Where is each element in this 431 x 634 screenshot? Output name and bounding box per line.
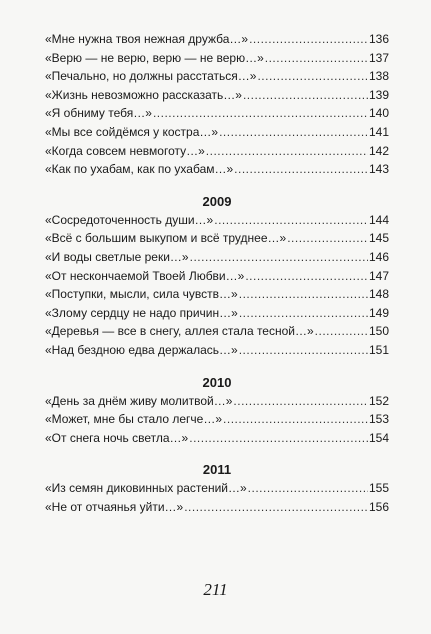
entry-title: «Деревья — все в снегу, аллея стала тесной…»	[45, 324, 314, 339]
entry-title: «Верю — не верю, верю — не верю…»	[45, 50, 264, 65]
toc-entry	[45, 429, 389, 448]
entry-page-number: 139	[368, 87, 389, 102]
entry-page-number: 156	[368, 499, 389, 514]
toc-entry	[45, 248, 389, 267]
dot-leader	[153, 104, 368, 123]
dot-leader	[257, 67, 368, 86]
entry-title: «Всё с большим выкупом и всё труднее…»	[45, 231, 287, 246]
entry-title: «Из семян диковинных растений…»	[45, 481, 247, 496]
year-heading: 2011	[202, 462, 232, 478]
entry-title: «От снега ночь светла…»	[45, 430, 189, 445]
dot-leader	[239, 341, 368, 360]
section-spacer	[45, 179, 389, 193]
dot-leader	[233, 392, 368, 411]
entry-title: «Как по ухабам, как по ухабам…»	[45, 162, 234, 177]
dot-leader	[184, 498, 368, 517]
entry-page-number: 151	[368, 342, 389, 357]
toc-entry	[45, 49, 389, 68]
entry-title: «Мне нужна твоя нежная дружба…»	[45, 32, 249, 46]
entry-page-number: 144	[368, 212, 389, 227]
entry-title: «Сосредоточенность души…»	[45, 212, 214, 227]
toc-section	[45, 374, 389, 448]
dot-leader	[234, 160, 368, 179]
entry-page-number: 136	[368, 32, 389, 46]
toc-entry	[45, 30, 389, 49]
dot-leader	[243, 86, 368, 105]
dot-leader	[219, 123, 368, 142]
toc-entry	[45, 160, 389, 179]
entry-page-number: 142	[368, 143, 389, 158]
entry-title: «Может, мне бы стало легче…»	[45, 412, 223, 427]
toc-entry	[45, 304, 389, 323]
toc-section	[45, 193, 389, 360]
entry-page-number: 143	[368, 162, 389, 177]
entry-title: «Не от отчаянья уйти…»	[45, 499, 184, 514]
dot-leader	[214, 211, 368, 230]
toc-entry	[45, 229, 389, 248]
entry-title: «И воды светлые реки…»	[45, 249, 189, 264]
dot-leader	[315, 322, 368, 341]
dot-leader	[239, 285, 368, 304]
entry-page-number: 147	[368, 268, 389, 283]
toc-section	[45, 461, 389, 516]
entry-page-number: 154	[368, 430, 389, 445]
toc-entry	[45, 479, 389, 498]
toc-entry	[45, 267, 389, 286]
entry-page-number: 138	[368, 69, 389, 84]
entry-page-number: 155	[368, 481, 389, 496]
entry-page-number: 153	[368, 412, 389, 427]
toc-entry	[45, 341, 389, 360]
entry-title: «Мы все сойдёмся у костра…»	[45, 124, 219, 139]
year-heading: 2009	[202, 193, 232, 209]
year-heading: 2010	[202, 374, 232, 390]
entry-page-number: 140	[368, 106, 389, 121]
toc-entry	[45, 392, 389, 411]
toc-section	[45, 30, 389, 179]
toc-entry	[45, 410, 389, 429]
entry-page-number: 149	[368, 305, 389, 320]
entry-title: «Печально, но должны расстаться…»	[45, 69, 257, 84]
entry-page-number: 141	[368, 124, 389, 139]
dot-leader	[249, 30, 368, 49]
toc-entry	[45, 67, 389, 86]
section-spacer	[45, 447, 389, 461]
entry-page-number: 150	[368, 324, 389, 339]
toc-entry	[45, 142, 389, 161]
dot-leader	[190, 248, 368, 267]
toc-entry	[45, 123, 389, 142]
toc-entry	[45, 285, 389, 304]
toc-entry	[45, 211, 389, 230]
dot-leader	[206, 142, 368, 161]
toc-entry	[45, 322, 389, 341]
entry-title: «Злому сердцу не надо причин…»	[45, 305, 238, 320]
page-number: 211	[203, 580, 228, 599]
entry-page-number: 152	[368, 393, 389, 408]
toc-entry	[45, 104, 389, 123]
dot-leader	[265, 49, 368, 68]
entry-title: «День за днём живу молитвой…»	[45, 393, 233, 408]
entry-page-number: 137	[368, 50, 389, 65]
entry-page-number: 146	[368, 249, 389, 264]
section-spacer	[45, 360, 389, 374]
table-of-contents	[45, 30, 389, 516]
dot-leader	[189, 429, 368, 448]
dot-leader	[248, 479, 368, 498]
entry-title: «Я обниму тебя…»	[45, 106, 152, 121]
entry-title: «Когда совсем невмоготу…»	[45, 143, 205, 158]
entry-title: «Над бездною едва держалась…»	[45, 342, 238, 357]
dot-leader	[287, 229, 368, 248]
entry-title: «От нескончаемой Твоей Любви…»	[45, 268, 245, 283]
toc-entry	[45, 86, 389, 105]
dot-leader	[223, 410, 368, 429]
dot-leader	[245, 267, 368, 286]
entry-page-number: 145	[368, 231, 389, 246]
toc-entry	[45, 498, 389, 517]
entry-page-number: 148	[368, 287, 389, 302]
entry-title: «Жизнь невозможно рассказать…»	[45, 87, 242, 102]
dot-leader	[239, 304, 368, 323]
entry-title: «Поступки, мысли, сила чувств…»	[45, 287, 238, 302]
